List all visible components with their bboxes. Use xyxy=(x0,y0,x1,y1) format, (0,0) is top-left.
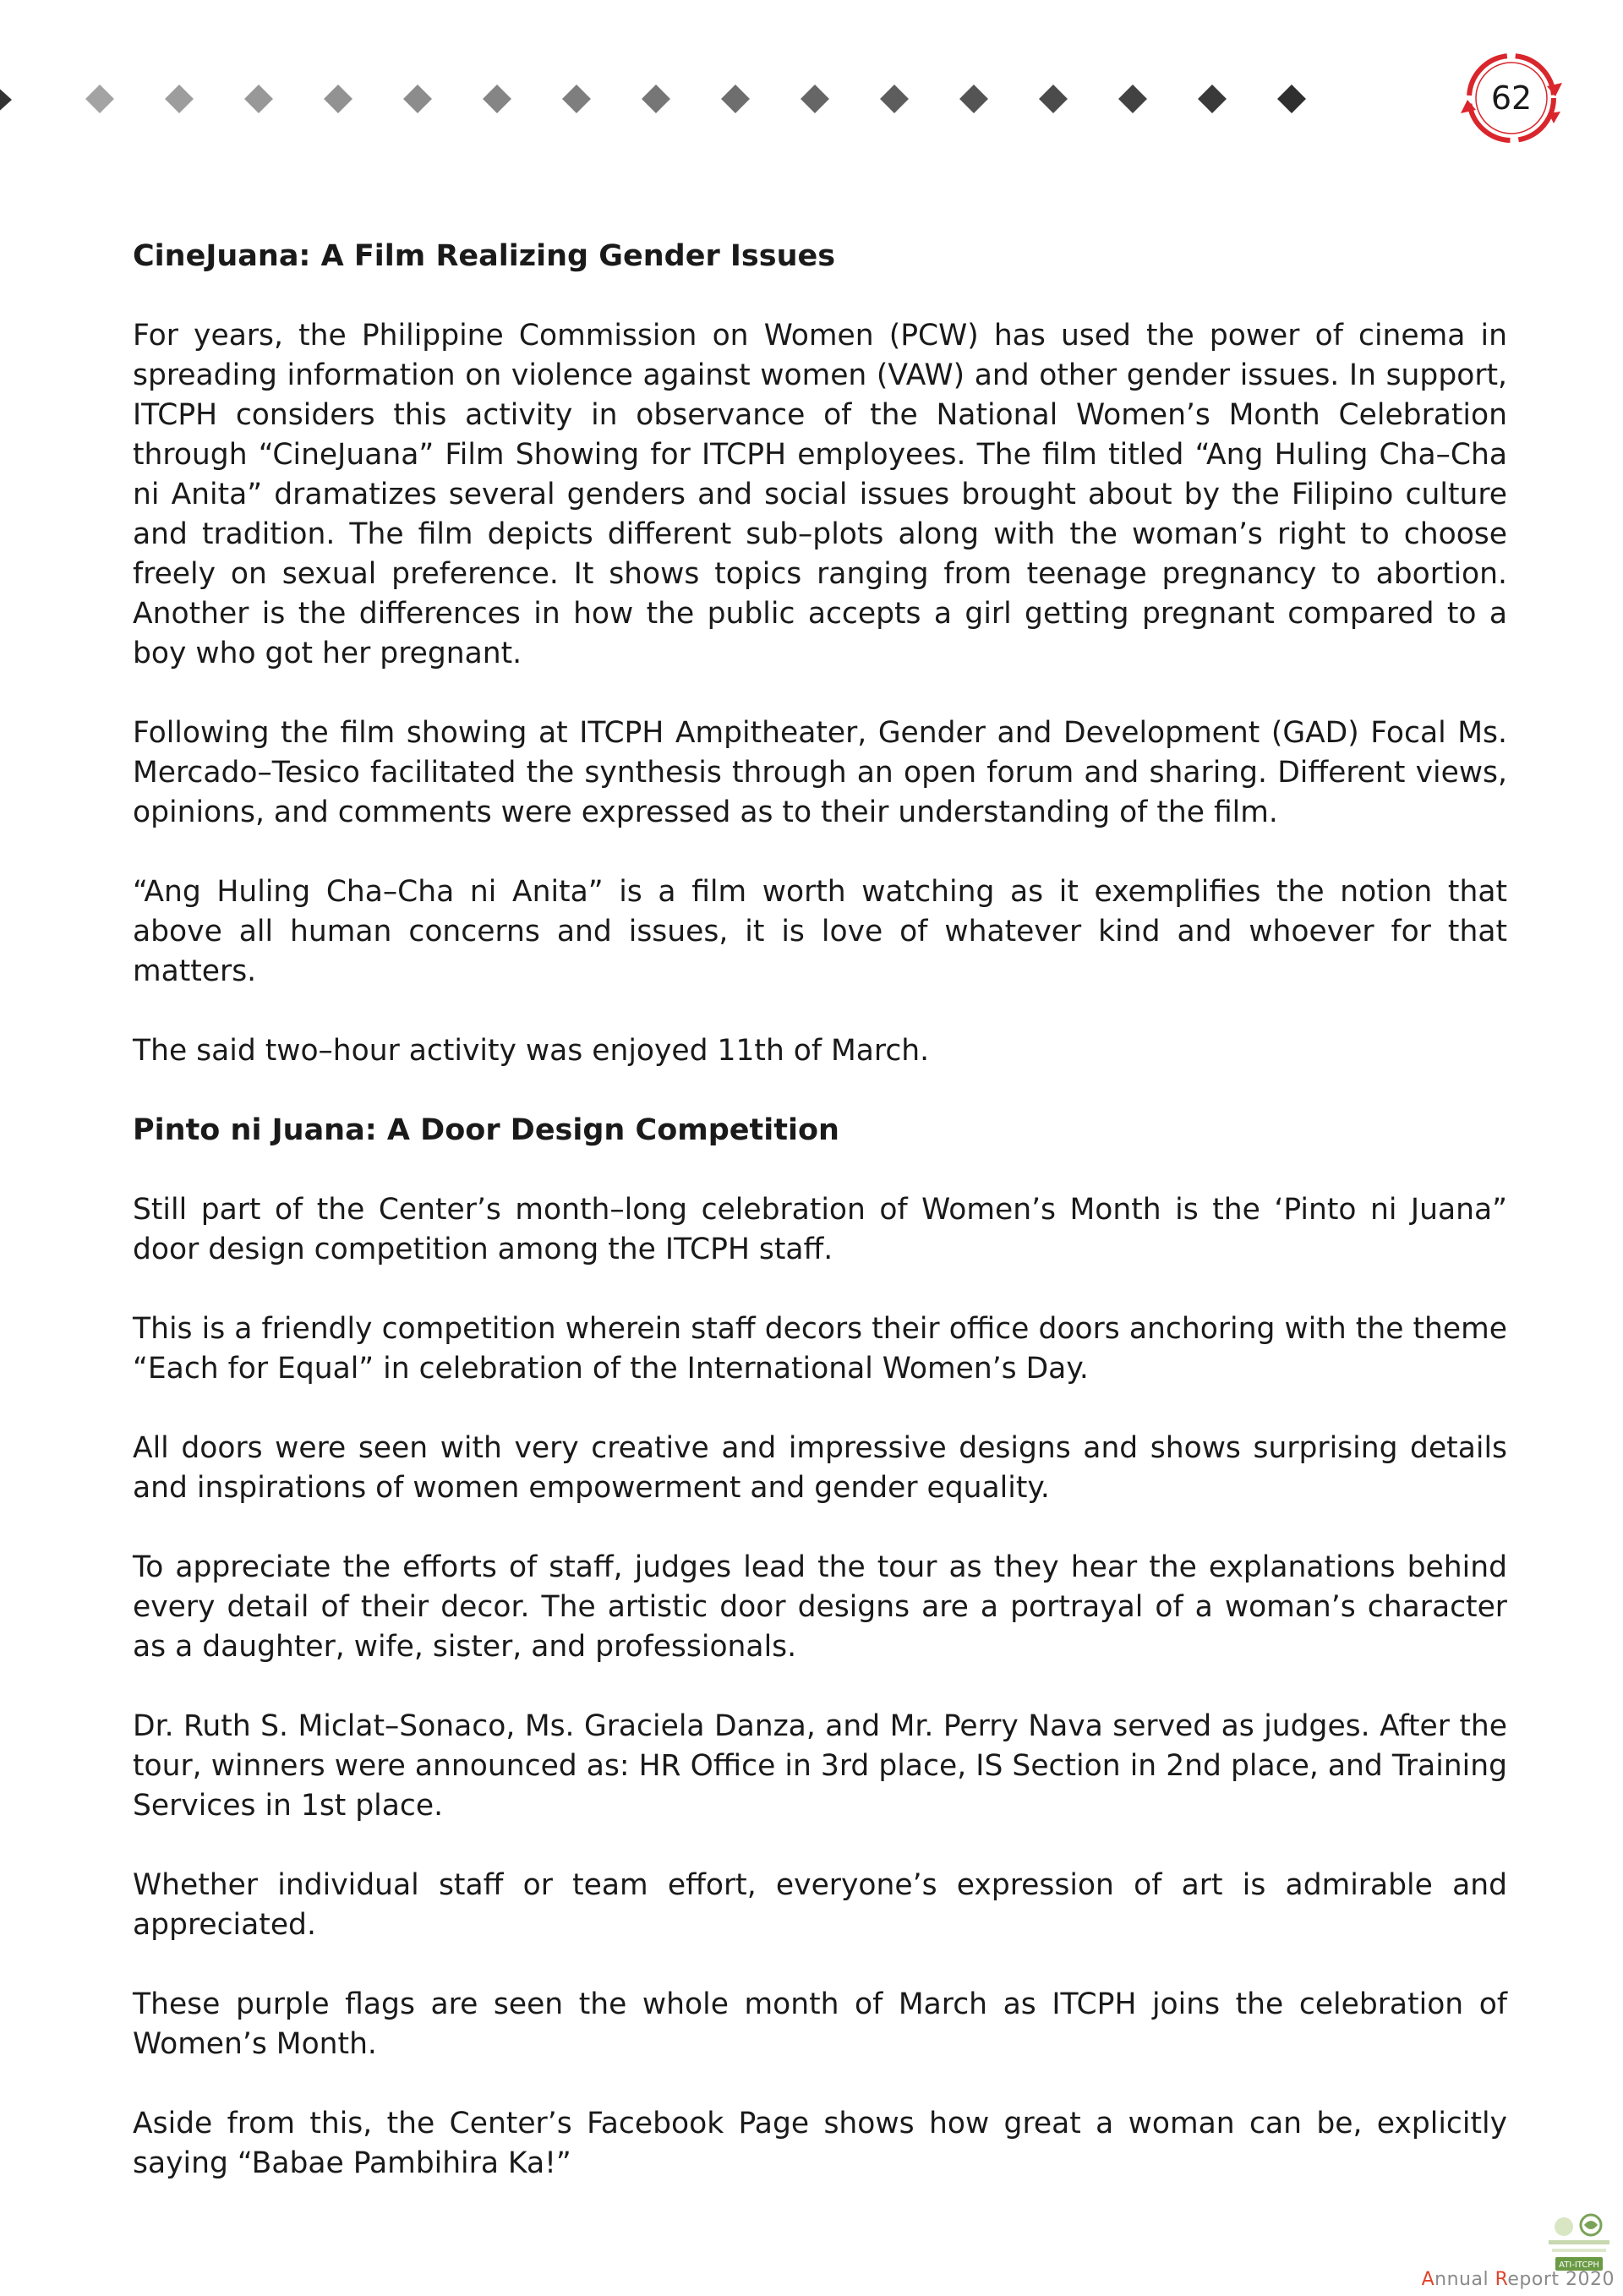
paragraph: “Ang Huling Cha–Cha ni Anita” is a film worth watching as it exemplifies the notion that above all human concerns and issues, it is love of whatever kind and whoever for that matters. xyxy=(133,875,1507,988)
logo-label: ATI-ITCPH xyxy=(1559,2260,1599,2270)
annual-report-label: Annual Report 2020 xyxy=(1421,2269,1615,2290)
paragraph: All doors were seen with very creative and impressive designs and shows surprising details and inspirations of women empowerment and gender equality. xyxy=(133,1431,1507,1505)
diamond-icon xyxy=(244,85,273,113)
ati-itcph-logo xyxy=(1544,2213,1615,2274)
page-number-badge xyxy=(1456,47,1567,149)
paragraph: To appreciate the efforts of staff, judges lead the tour as they hear the explanations behind every detail of their decor. The artistic door designs are a portrayal of a woman’s character as a daughter, wife, sister, and professionals. xyxy=(133,1550,1507,1664)
diamond-icon xyxy=(1198,85,1227,113)
diamond-icon xyxy=(801,85,829,113)
paragraph: Still part of the Center’s month–long celebration of Women’s Month is the ‘Pinto ni Juana” door design competition among the ITCPH staff. xyxy=(133,1193,1507,1266)
diamond-icon xyxy=(880,85,909,113)
diamond-icon xyxy=(721,85,750,113)
page-number: 62 xyxy=(1490,79,1533,117)
diamond-icon xyxy=(165,85,194,113)
paragraph: Dr. Ruth S. Miclat–Sonaco, Ms. Graciela Danza, and Mr. Perry Nava served as judges. After the tour, winners were announced as: HR Office in 3rd place, IS Section in 2nd place, and Training Services in 1st place. xyxy=(133,1709,1507,1823)
paragraph: Aside from this, the Center’s Facebook Page shows how great a woman can be, explicitly saying “Babae Pambihira Ka!” xyxy=(133,2107,1507,2180)
paragraph: These purple flags are seen the whole month of March as ITCPH joins the celebration of Women’s Month. xyxy=(133,1987,1507,2061)
section-pinto-ni-juana xyxy=(133,1111,1507,2184)
paragraph: Following the film showing at ITCPH Ampitheater, Gender and Development (GAD) Focal Ms. Mercado–Tesico facilitated the synthesis through an open forum and sharing. Different views, opinions, and comments were expressed as to their understanding of the film. xyxy=(133,716,1507,829)
section-cinejuana xyxy=(133,237,1507,1071)
diamond-icon xyxy=(85,85,114,113)
section-title: CineJuana: A Film Realizing Gender Issues xyxy=(133,239,836,273)
article-body xyxy=(133,237,1507,2223)
diamond-icon xyxy=(403,85,432,113)
leaf-logo-icon xyxy=(1544,2213,1615,2274)
diamond-icon xyxy=(483,85,511,113)
diamond-row xyxy=(0,85,1319,115)
diamond-icon xyxy=(1277,85,1306,113)
diamond-icon xyxy=(642,85,670,113)
diamond-icon xyxy=(562,85,591,113)
diamond-icon xyxy=(324,85,352,113)
diamond-icon xyxy=(1118,85,1147,113)
diamond-icon xyxy=(1039,85,1068,113)
section-title: Pinto ni Juana: A Door Design Competition xyxy=(133,1113,839,1147)
diamond-icon xyxy=(959,85,988,113)
paragraph: This is a friendly competition wherein staff decors their office doors anchoring with the theme “Each for Equal” in celebration of the International Women’s Day. xyxy=(133,1312,1507,1386)
paragraph: Whether individual staff or team effort, everyone’s expression of art is admirable and appreciated. xyxy=(133,1868,1507,1942)
paragraph: The said two–hour activity was enjoyed 11th of March. xyxy=(133,1034,930,1068)
paragraph: For years, the Philippine Commission on Women (PCW) has used the power of cinema in spreading information on violence against women (VAW) and other gender issues. In support, ITCPH considers this activity in observance of the National Women’s Month Celebration through “CineJuana” Film Showing for ITCPH employees. The film titled “Ang Huling Cha–Cha ni Anita” dramatizes several genders and social issues brought about by the Filipino culture and tradition. The film depicts different sub–plots along with the woman’s right to choose freely on sexual preference. It shows topics ranging from teenage pregnancy to abortion. Another is the differences in how the public accepts a girl getting pregnant compared to a boy who got her pregnant. xyxy=(133,319,1507,670)
